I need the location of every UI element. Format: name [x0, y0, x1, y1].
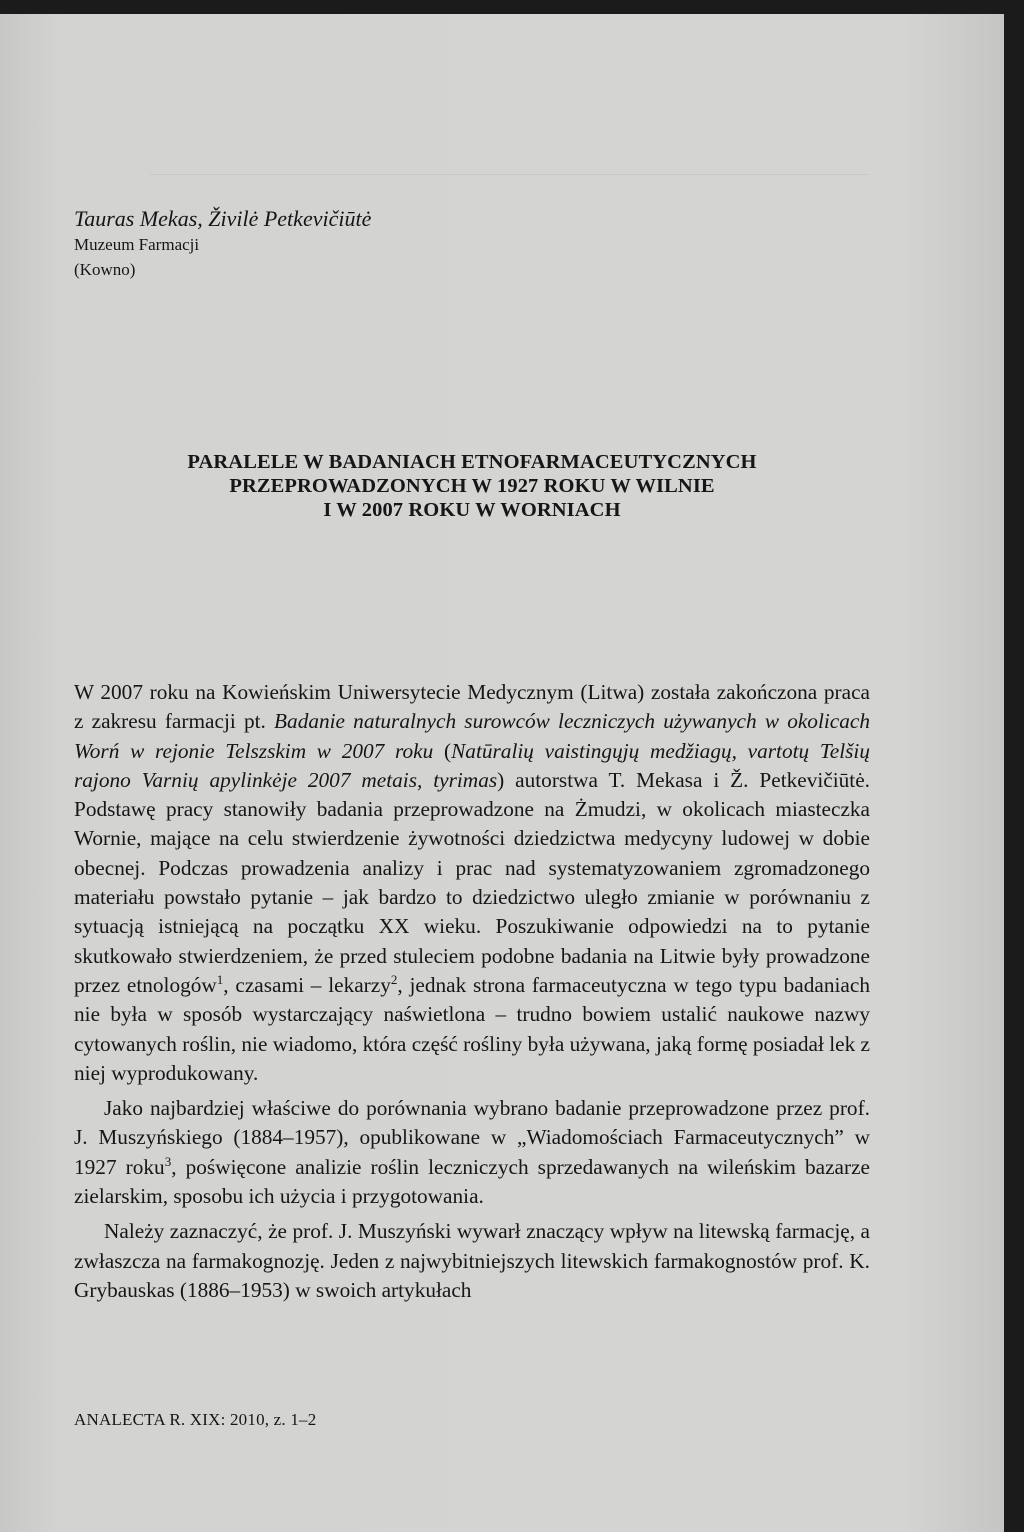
- p1-text-f: , czasami – lekarzy: [223, 972, 391, 997]
- paragraph-1: [74, 678, 870, 1088]
- p1-text-e: ) autorstwa T. Mekasa i Ž. Petkevičiūtė. Podstawę pracy stanowiły badania przeprowadzone na Żmudzi, w okolicach miasteczka Wornie, mające na celu stwierdzenie żywotności dziedzictwa medycyny ludowej w dobie obecnej. Podczas prowadzenia analizy i prac nad systematyzowaniem zgromadzonego materiału powstało pytanie – jak bardzo to dziedzictwo uległo zmianie w porównaniu z sytuacją istniejącą na początku XX wieku. Poszukiwanie odpowiedzi na to pytanie skutkowało stwierdzeniem, że przed stuleciem podobne badania na Litwie były prowadzone przez etnologów: [74, 767, 871, 997]
- title-line-1: PARALELE W BADANIACH ETNOFARMACEUTYCZNYCH: [187, 451, 757, 473]
- title-line-2: PRZEPROWADZONYCH W 1927 ROKU W WILNIE: [229, 475, 715, 497]
- article-header: [74, 206, 674, 282]
- affiliation-city: (Kowno): [74, 260, 136, 279]
- p1-text-g: , jednak strona farmaceutyczna w tego typu badaniach nie była w sposób wystarczający naświetlona – trudno bowiem ustalić naukowe nazwy cytowanych roślin, nie wiadomo, która część rośliny była używana, jaką formę posiadał lek z niej wyprodukowany.: [74, 972, 871, 1085]
- title-line-3: I W 2007 ROKU W WORNIACH: [323, 499, 621, 521]
- p2-text-b: , poświęcone analizie roślin leczniczych sprzedawanych na wileńskim bazarze zielarskim, sposobu ich użycia i przygotowania.: [74, 1154, 870, 1209]
- affiliation: [74, 232, 674, 282]
- p1-italic-lithuanian-title: Natūralių vaistingųjų medžiagų, vartotų Telšių rajono Varnių apylinkėje 2007 metais, tyrimas: [74, 738, 870, 792]
- p1-italic-polish-title: Badanie naturalnych surowców leczniczych używanych w okolicach Worń w rejonie Telszskim w 2007 roku: [74, 709, 870, 763]
- footnote-ref-1: 1: [216, 971, 224, 987]
- p2-text-a: Jako najbardziej właściwe do porównania wybrano badanie przeprowadzone przez prof. J. Muszyńskiego (1884–1957), opublikowane w „Wiadomościach Farmaceutycznych” w 1927 roku: [74, 1096, 870, 1179]
- paragraph-2: [74, 1094, 870, 1211]
- p1-text-a: W 2007 roku na Kowieńskim Uniwersytecie Medycznym (Litwa) została zakończona praca z zakresu farmacji pt.: [74, 680, 870, 734]
- article-body: [74, 678, 870, 1305]
- p3-text-a: Należy zaznaczyć, że prof. J. Muszyński wywarł znaczący wpływ na litewską farmację, a zwłaszcza na farmakognozję. Jeden z najwybitniejszych litewskich farmakognostów prof. K. Grybauskas (1886–1953) w swoich artykułach: [74, 1219, 870, 1302]
- p1-text-c: (: [433, 738, 452, 763]
- paragraph-3: [74, 1217, 870, 1305]
- affiliation-institution: Muzeum Farmacji: [74, 235, 200, 254]
- show-through-header-rule: [150, 154, 870, 175]
- footnote-ref-3: 3: [164, 1153, 172, 1169]
- journal-footer: ANALECTA R. XIX: 2010, z. 1–2: [74, 1410, 317, 1429]
- authors: Tauras Mekas, Živilė Petkevičiūtė: [74, 206, 372, 231]
- footnote-ref-2: 2: [390, 971, 398, 987]
- document-page: [0, 14, 1004, 1532]
- article-title: [74, 450, 870, 522]
